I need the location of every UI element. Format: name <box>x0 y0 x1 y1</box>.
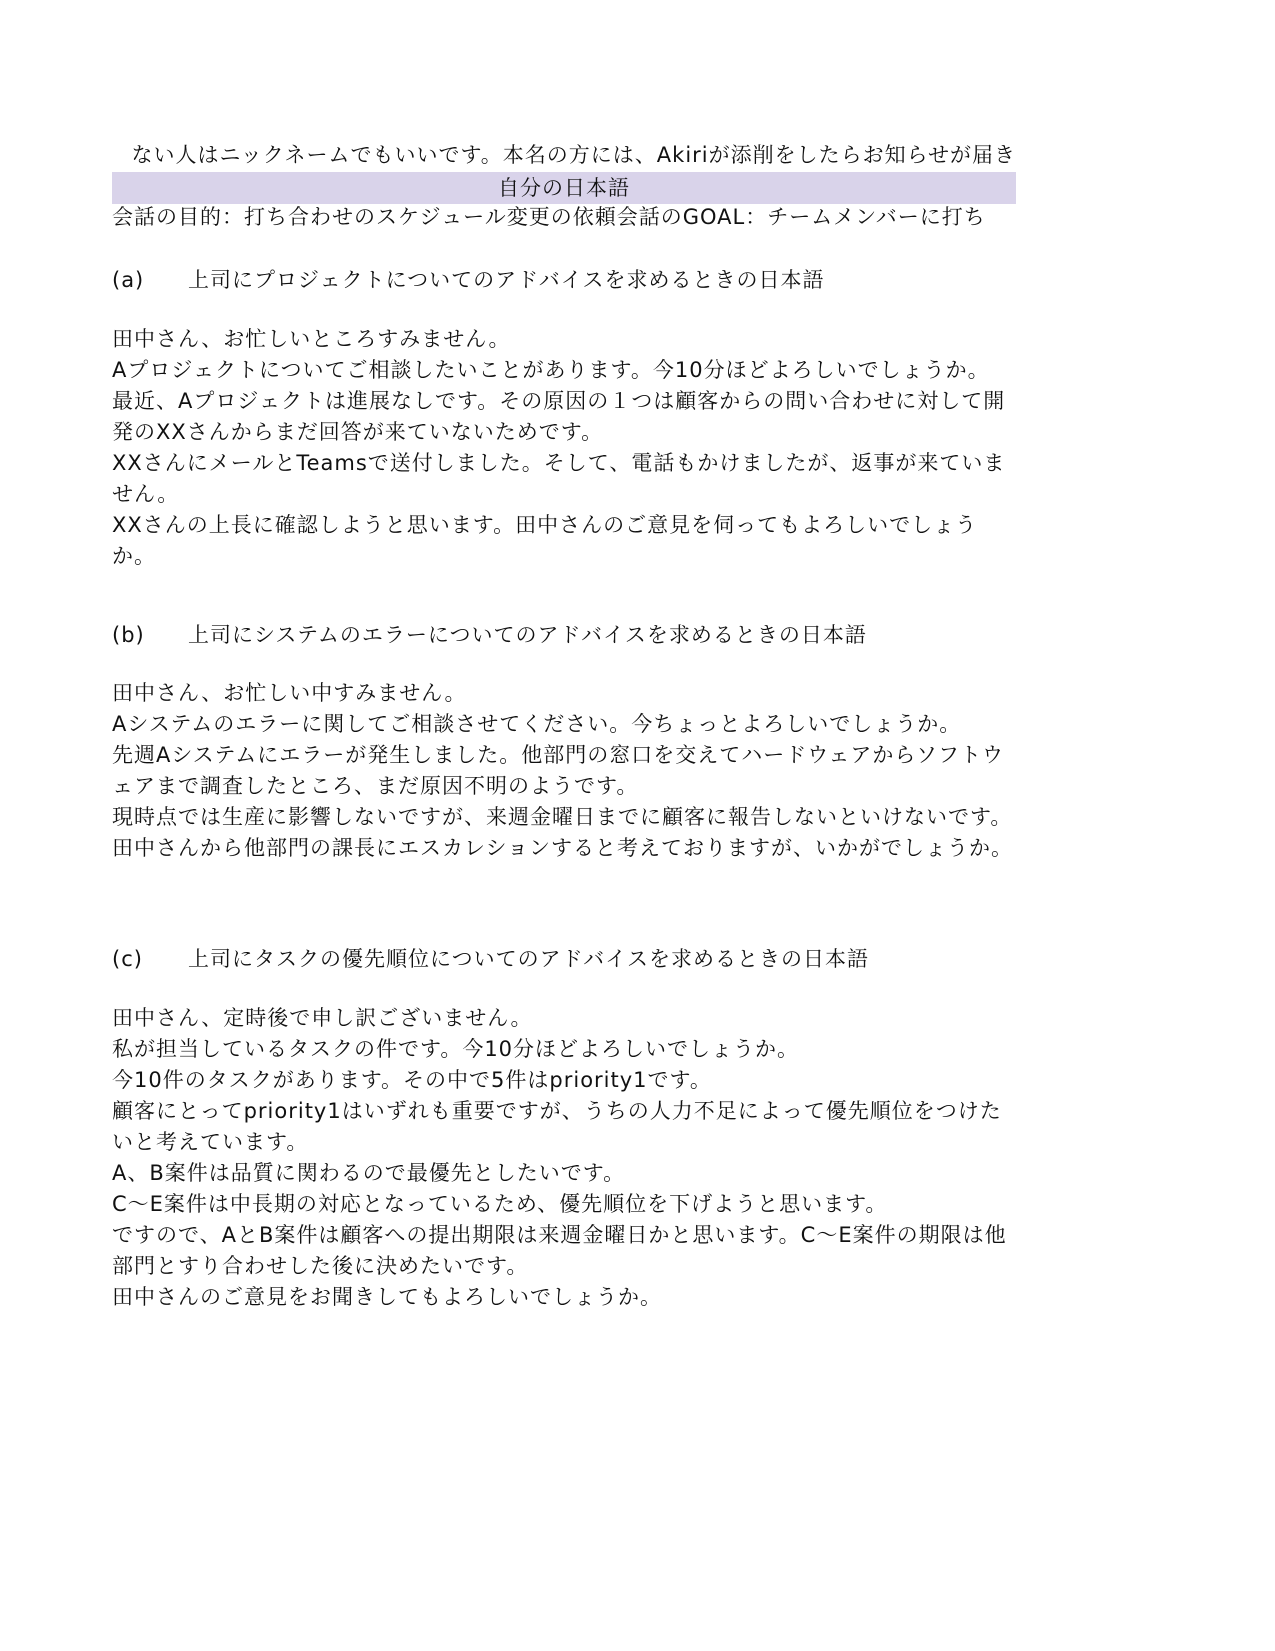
section-b-line: 先週Aシステムにエラーが発生しました。他部門の窓口を交えてハードウェアからソフトウェアまで調査したところ、まだ原因不明のようです。 <box>112 743 1005 798</box>
section-c-line: 今10件のタスクがあります。その中で5件はpriority1です。 <box>112 1068 712 1092</box>
section-a-title: 上司にプロジェクトについてのアドバイスを求めるときの日本語 <box>188 268 825 292</box>
section-banner <box>112 172 1016 204</box>
section-c-body <box>112 1003 1016 1313</box>
section-c-line: 田中さん、定時後で申し訳ございません。 <box>112 1006 533 1030</box>
section-c-title: 上司にタスクの優先順位についてのアドバイスを求めるときの日本語 <box>188 947 869 971</box>
section-a-line: 最近、Aプロジェクトは進展なしです。その原因の１つは顧客からの問い合わせに対して開発のXXさんからまだ回答が来ていないためです。 <box>112 389 1006 444</box>
section-b-line: Aシステムのエラーに関してご相談させてください。今ちょっとよろしいでしょうか。 <box>112 712 962 736</box>
section-c-label: (c) <box>112 947 143 971</box>
section-a-line: XXさんにメールとTeamsで送付しました。そして、電話もかけましたが、返事が来ていません。 <box>112 451 1006 506</box>
section-b-body <box>112 678 1016 864</box>
notice-row <box>112 140 1016 171</box>
goal-text: 会話の目的：打ち合わせのスケジュール変更の依頼会話のGOAL：チームメンバーに打ち <box>112 205 986 229</box>
section-b-line: 現時点では生産に影響しないですが、来週金曜日までに顧客に報告しないといけないです。 <box>112 805 1013 829</box>
section-a-heading <box>112 265 1016 296</box>
section-a-line: XXさんの上長に確認しようと思います。田中さんのご意見を伺ってもよろしいでしょうか。 <box>112 513 978 568</box>
section-c-line: ですので、AとB案件は顧客への提出期限は来週金曜日かと思います。C〜E案件の期限は他部門とすり合わせした後に決めたいです。 <box>112 1223 1007 1278</box>
section-c-line: 田中さんのご意見をお聞きしてもよろしいでしょうか。 <box>112 1285 662 1309</box>
section-b-label: (b) <box>112 623 145 647</box>
section-b-line: 田中さん、お忙しい中すみません。 <box>112 681 467 705</box>
section-c-line: 顧客にとってpriority1はいずれも重要ですが、うちの人力不足によって優先順位をつけたいと考えています。 <box>112 1099 1002 1154</box>
section-a-label: (a) <box>112 268 145 292</box>
section-b-title: 上司にシステムのエラーについてのアドバイスを求めるときの日本語 <box>188 623 867 647</box>
section-c-line: A、B案件は品質に関わるので最優先としたいです。 <box>112 1161 626 1185</box>
section-a-body <box>112 324 1016 572</box>
section-b-line: 田中さんから他部門の課長にエスカレションすると考えておりますが、いかがでしょうか。 <box>112 836 1014 860</box>
section-c-heading <box>112 944 1016 975</box>
banner-title: 自分の日本語 <box>498 176 630 200</box>
section-c-line: 私が担当しているタスクの件です。今10分ほどよろしいでしょうか。 <box>112 1037 800 1061</box>
section-c-line: C〜E案件は中長期の対応となっているため、優先順位を下げようと思います。 <box>112 1192 888 1216</box>
goal-row <box>112 202 1016 233</box>
section-a-line: 田中さん、お忙しいところすみません。 <box>112 327 511 351</box>
notice-text: ない人はニックネームでもいいです。本名の方には、Akiriが添削をしたらお知らせが届き <box>131 143 1016 167</box>
section-a-line: Aプロジェクトについてご相談したいことがあります。今10分ほどよろしいでしょうか。 <box>112 358 990 382</box>
section-b-heading <box>112 620 1016 651</box>
